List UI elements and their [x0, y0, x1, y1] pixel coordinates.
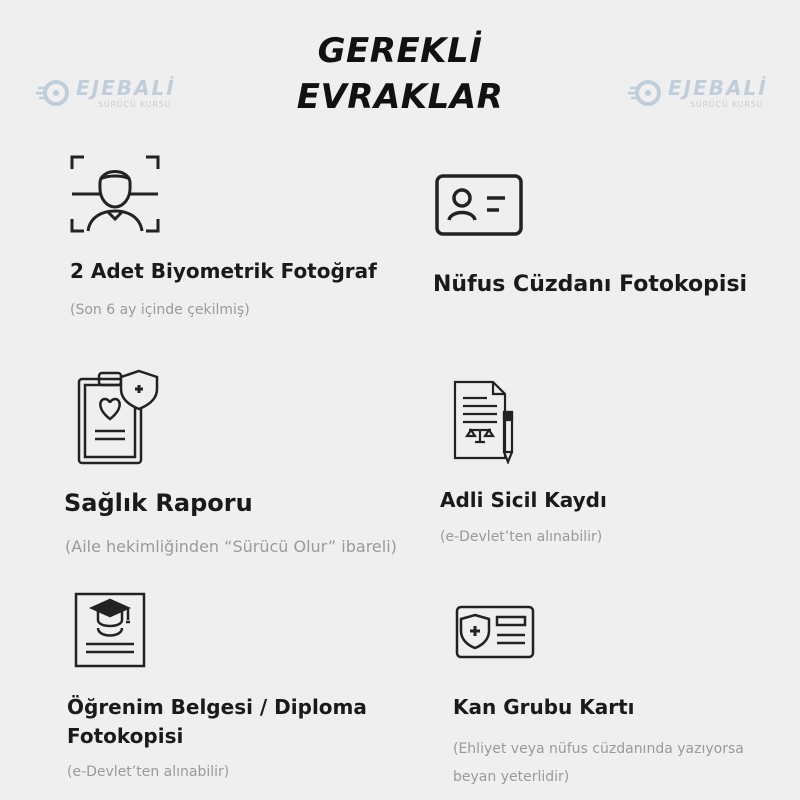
item-note-line-1: (Ehliyet veya nüfus cüzdanında yazıyorsa	[453, 741, 744, 757]
item-note: (e-Devlet’ten alınabilir)	[440, 529, 603, 545]
item-label: Kan Grubu Kartı	[453, 695, 635, 719]
title-line-2: EVRAKLAR	[296, 77, 504, 117]
item-label	[67, 693, 367, 751]
logo-name: EJEBALİ	[76, 76, 176, 100]
steering-wheel-icon	[36, 78, 72, 108]
diploma-icon	[74, 592, 146, 672]
item-note-line-2: beyan yeterlidir)	[453, 769, 570, 785]
item-note	[453, 735, 744, 791]
logo-name: EJEBALİ	[668, 76, 768, 100]
item-label-line-2: Fotokopisi	[67, 724, 184, 748]
title-line-1: GEREKLİ	[317, 31, 483, 71]
logo-subtitle: SÜRÜCÜ KURSU	[690, 100, 764, 109]
item-label: Nüfus Cüzdanı Fotokopisi	[433, 272, 748, 297]
item-note: (e-Devlet’ten alınabilir)	[67, 764, 230, 780]
health-report-icon	[77, 367, 163, 469]
item-label-line-1: Öğrenim Belgesi / Diploma	[67, 695, 367, 719]
logo-subtitle: SÜRÜCÜ KURSU	[98, 100, 172, 109]
logo-left	[36, 76, 186, 114]
logo-right	[628, 76, 778, 114]
item-note: (Son 6 ay içinde çekilmiş)	[70, 302, 250, 318]
steering-wheel-icon	[628, 78, 664, 108]
item-label: Sağlık Raporu	[64, 489, 253, 517]
item-label: 2 Adet Biyometrik Fotoğraf	[70, 259, 377, 283]
id-card-icon	[435, 174, 523, 240]
item-note: (Aile hekimliğinden “Sürücü Olur” ibareli)	[65, 537, 397, 556]
criminal-record-icon	[453, 380, 517, 468]
blood-group-card-icon	[455, 605, 535, 663]
biometric-photo-icon	[70, 155, 160, 237]
item-label: Adli Sicil Kaydı	[440, 488, 607, 512]
